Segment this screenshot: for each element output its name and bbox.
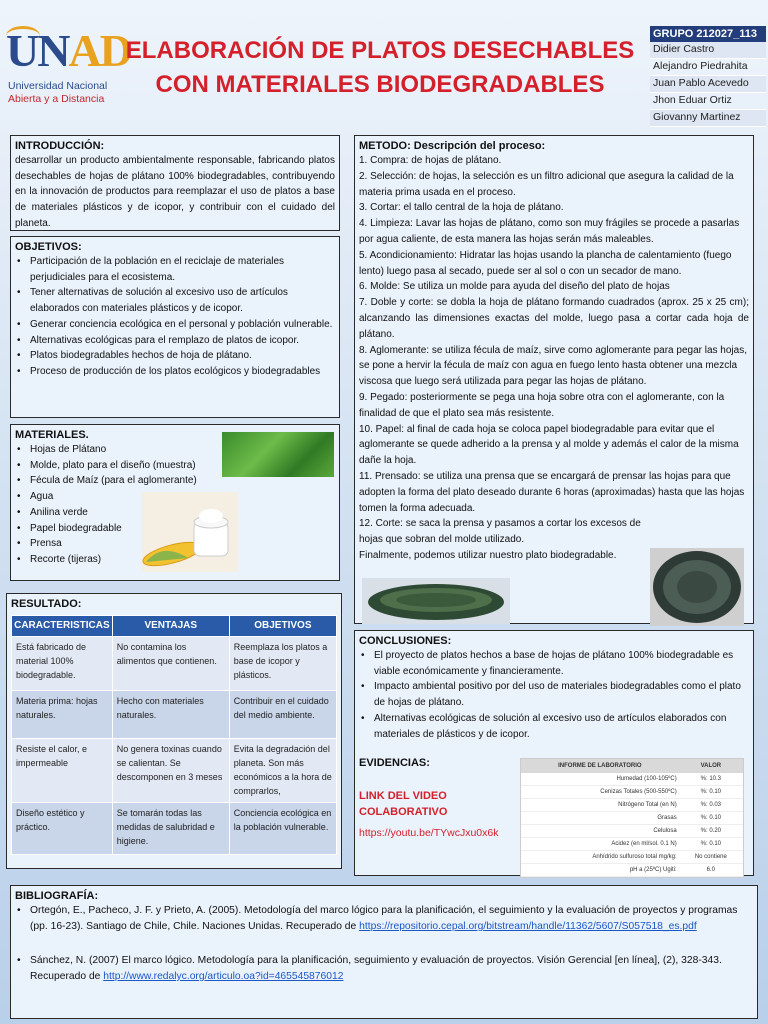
table-cell: Acidez (en ml/sol. 0.1 N) [521, 838, 679, 851]
list-item: • Impacto ambiental positivo por del uso de materiales biodegradables como el plato de hojas de plátano. [359, 679, 749, 710]
metodo-step: 7. Doble y corte: se dobla la hoja de plátano formando cuadrados (aprox. 25 x 25 cm); alcanzando las dimensiones exactas del molde, luego pasa a cortar cada hoja de plátano. [359, 297, 749, 340]
table-header: VENTAJAS [112, 616, 229, 637]
table-row [12, 803, 337, 855]
table-cell: Diseño estético y práctico. [12, 803, 113, 855]
video-link[interactable]: https://youtu.be/TYwcJxu0x6k [359, 826, 499, 839]
reference-item [15, 903, 753, 935]
table-row [12, 637, 337, 691]
bibliografia-section [10, 885, 758, 1019]
table-cell: %: 0.10 [679, 786, 743, 799]
metodo-step: 6. Molde: Se utiliza un molde para ayuda del diseño del plato de hojas [359, 281, 670, 293]
metodo-step: 9. Pegado: posteriormente se pega una hoja sobre otra con el aglomerante, con la finalidad de que el plato sea más resistente. [359, 391, 725, 419]
table-cell: Se tomarán todas las medidas de salubridad e higiene. [112, 803, 229, 855]
reference-link[interactable]: http://www.redalyc.org/articulo.oa?id=465545876012 [103, 971, 344, 982]
group-member: Didier Castro [650, 42, 766, 59]
table-cell: Reemplaza los platos a base de icopor y plásticos. [229, 637, 336, 691]
table-cell: Contribuir en el cuidado del medio ambiente. [229, 691, 336, 739]
metodo-step: 5. Acondicionamiento: Hidratar las hojas usando la plancha de calentamiento (fuego lento) luego pasa al secado, puede ser al sol o con un secador de mano. [359, 249, 732, 277]
table-row [521, 864, 743, 877]
metodo-heading: METODO: Descripción del proceso: [359, 140, 546, 152]
group-title: GRUPO 212027_113 [650, 26, 766, 42]
table-cell: 6.0 [679, 864, 743, 877]
table-cell: No genera toxinas cuando se calientan. Se descomponen en 3 meses [112, 739, 229, 803]
leaf-plate-image [362, 578, 510, 624]
list-item: • Agua [15, 489, 225, 505]
list-item: • Fécula de Maíz (para el aglomerante) [15, 473, 225, 489]
table-header: OBJETIVOS [229, 616, 336, 637]
table-cell: Grasas [521, 812, 679, 825]
table-cell: Evita la degradación del planeta. Son más económicos a la hora de comprarlos, [229, 739, 336, 803]
list-item: • Hojas de Plátano [15, 442, 225, 458]
list-item: • Recorte (tijeras) [15, 552, 225, 568]
list-item: • Anilina verde [15, 505, 225, 521]
bibliografia-heading: BIBLIOGRAFÍA: [15, 890, 99, 902]
reference-text: Sánchez, N. (2007) El marco lógico. Metodología para la planificación, seguimiento y evaluación de proyectos. Visión Gerencial [en línea], (2), 328-343. Recuperado de [30, 955, 722, 982]
conclusiones-heading: CONCLUSIONES: [359, 635, 452, 647]
group-member: Juan Pablo Acevedo [650, 76, 766, 93]
list-item: • Generar conciencia ecológica en el personal y población vulnerable. [15, 317, 335, 333]
logo-brand: UNAD [6, 25, 131, 76]
evidencias-heading: EVIDENCIAS: [359, 757, 430, 770]
leaf-plate-image [650, 548, 744, 626]
reference-item [15, 953, 753, 985]
resultado-section [6, 593, 342, 869]
table-row [521, 799, 743, 812]
metodo-step: 12. Corte: se saca la prensa y pasamos a cortar los excesos de hojas que sobran del molde utilizado. [359, 518, 641, 546]
table-cell: Está fabricado de material 100% biodegradable. [12, 637, 113, 691]
table-cell: %: 0.10 [679, 838, 743, 851]
lab-header: VALOR [679, 759, 743, 773]
resultado-heading: RESULTADO: [11, 598, 82, 610]
resultado-table [11, 615, 337, 855]
table-cell: Cenizas Totales (500-550ºC) [521, 786, 679, 799]
group-member: Jhon Eduar Ortiz [650, 93, 766, 110]
table-cell: Celulosa [521, 825, 679, 838]
unad-logo [6, 24, 131, 108]
list-item: • Platos biodegradables hechos de hoja de plátano. [15, 348, 335, 364]
table-cell: No contiene [679, 851, 743, 864]
table-cell: Resiste el calor, e impermeable [12, 739, 113, 803]
lab-table [521, 759, 743, 877]
table-cell: %: 0.10 [679, 812, 743, 825]
objetivos-heading: OBJETIVOS: [15, 241, 82, 253]
reference-text: Ortegón, E., Pacheco, J. F. y Prieto, A. (2005). Metodología del marco lógico para la planificación, el seguimiento y la evaluación de proyectos y programas (pp. 16-23). Santiago de Chile, Chile. Naciones Unidas. Recuperado de [30, 905, 738, 932]
metodo-step: 4. Limpieza: Lavar las hojas de plátano, como son muy frágiles se procede a pasarlas por agua caliente, de esta manera las hojas serán más maleables. [359, 218, 740, 245]
table-row [12, 691, 337, 739]
video-link-label: LINK DEL VIDEO COLABORATIVO [359, 789, 448, 818]
table-row [521, 812, 743, 825]
objetivos-section [10, 236, 340, 418]
table-row [521, 773, 743, 786]
list-item: • Alternativas ecológicas de solución al excesivo uso de artículos elaborados con materiales de plásticos y de icopor. [359, 711, 749, 742]
list-item: • Proceso de producción de los platos ecológicos y biodegradables [15, 364, 335, 380]
poster-title [120, 34, 640, 102]
table-cell: Humedad (100-105ºC) [521, 773, 679, 786]
table-row [12, 739, 337, 803]
table-cell: %: 10.3 [679, 773, 743, 786]
banana-leaf-image [222, 432, 334, 477]
table-cell: Anhídrido sulfuroso total mg/kg: [521, 851, 679, 864]
lab-report-image [520, 758, 744, 878]
table-row [521, 851, 743, 864]
table-cell: Hecho con materiales naturales. [112, 691, 229, 739]
metodo-step: 3. Cortar: el tallo central de la hoja de plátano. [359, 202, 564, 214]
table-cell: %: 0.20 [679, 825, 743, 838]
list-item: • Alternativas ecológicas para el remplazo de platos de icopor. [15, 333, 335, 349]
metodo-step: 8. Aglomerante: se utiliza fécula de maíz, sirve como aglomerante para pegar las hojas, se pone a hervir la fécula de maíz con agua en fuego lento hasta obtener una mezcla viscosa que luego será utilizada para pegar las hojas de plátano. [359, 344, 747, 388]
table-cell: Nitrógeno Total (en N) [521, 799, 679, 812]
intro-section [10, 135, 340, 231]
metodo-step: 1. Compra: de hojas de plátano. [359, 155, 502, 166]
table-row [521, 838, 743, 851]
list-item: • El proyecto de platos hechos a base de hojas de plátano 100% biodegradable es viable económicamente y financieramente. [359, 648, 749, 679]
materiales-heading: MATERIALES. [15, 429, 89, 441]
list-item: • Papel biodegradable [15, 521, 225, 537]
table-cell: Materia prima: hojas naturales. [12, 691, 113, 739]
logo-line-2: Abierta y a Distancia [8, 93, 105, 105]
metodo-step: 11. Prensado: se utiliza una prensa que se encargará de prensar las hojas para que adopten la forma del plato deseado durante 6 horas (aproximadas) hasta que las hojas tomen la forma adecuada. [359, 470, 745, 514]
table-row [521, 825, 743, 838]
corn-starch-image [142, 492, 238, 572]
table-row [521, 786, 743, 799]
title-line-2: CON MATERIALES BIODEGRADABLES [155, 71, 605, 98]
table-cell: %: 0.03 [679, 799, 743, 812]
reference-link[interactable]: https://repositorio.cepal.org/bitstream/handle/11362/5607/S057518_es.pdf [359, 921, 697, 932]
group-member: Giovanny Martinez [650, 110, 766, 127]
table-cell: pH a (25ºC) Ugiti: [521, 864, 679, 877]
title-line-1: ELABORACIÓN DE PLATOS DESECHABLES [125, 37, 635, 64]
table-cell: Conciencia ecológica en la población vulnerable. [229, 803, 336, 855]
logo-line-1: Universidad Nacional [8, 80, 108, 92]
metodo-step: 2. Selección: de hojas, la selección es un filtro adicional que asegura la calidad de la materia prima usada en el proceso. [359, 170, 734, 198]
list-item: • Tener alternativas de solución al excesivo uso de artículos elaborados con materiales plásticos y de icopor. [15, 285, 335, 316]
list-item: • Molde, plato para el diseño (muestra) [15, 458, 225, 474]
intro-text: desarrollar un producto ambientalmente responsable, fabricando platos desechables de hojas de plátano 100% biodegradables, contribuyendo en la innovación de productos para reemplazar el uso de platos a base de materiales plásticos y de icopor, y contribuir con el cuidado del planeta. [15, 155, 335, 229]
metodo-final: Finalmente, podemos utilizar nuestro plato biodegradable. [359, 549, 617, 561]
lab-header: INFORME DE LABORATORIO [521, 759, 679, 773]
list-item: • Participación de la población en el reciclaje de materiales perjudiciales para el ecosistema. [15, 254, 335, 285]
group-box [650, 26, 766, 127]
metodo-step: 10. Papel: al final de cada hoja se coloca papel biodegradable para evitar que el aglomerante se quede adherido a la prensa y al molde y además el calor de la misma dañe la hoja. [359, 423, 739, 467]
intro-heading: INTRODUCCIÓN: [15, 140, 105, 152]
table-cell: No contamina los alimentos que contienen. [112, 637, 229, 691]
table-header: CARACTERISTICAS [12, 616, 113, 637]
list-item: • Prensa [15, 536, 225, 552]
group-member: Alejandro Piedrahita [650, 59, 766, 76]
